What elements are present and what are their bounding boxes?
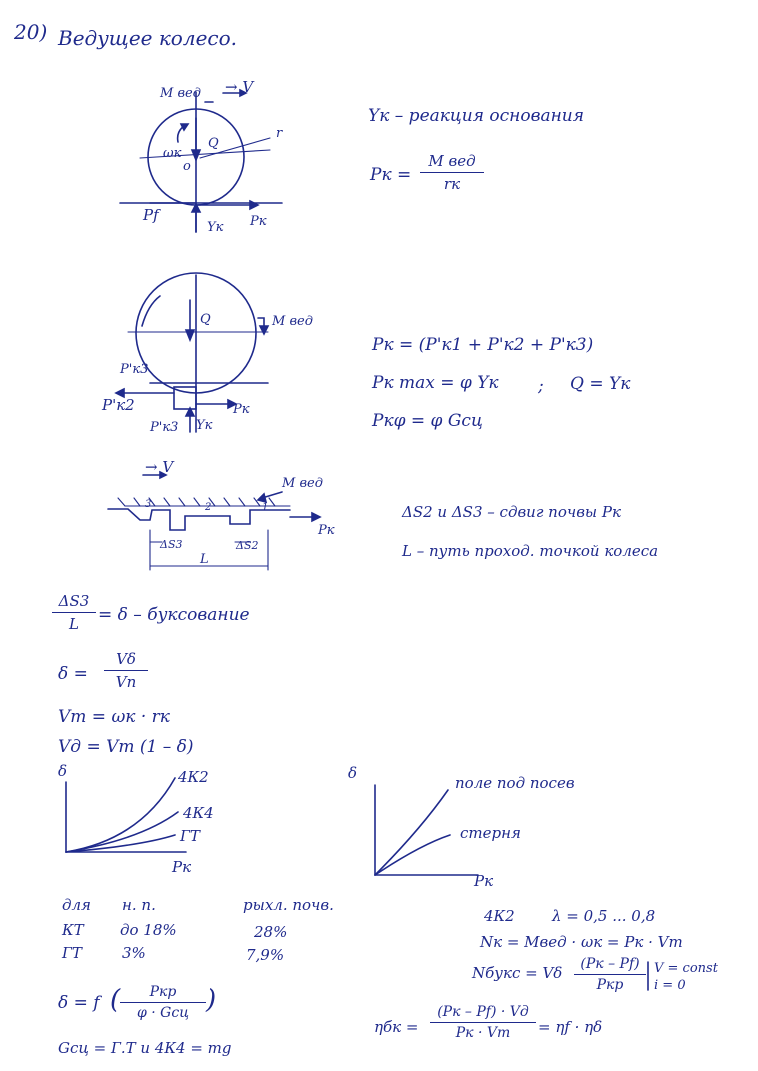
table-row1-c2: до 18%	[120, 921, 177, 939]
series-4k2-curve	[66, 778, 175, 852]
fig3-moment-label: M вед	[282, 476, 323, 491]
delta-fraction	[104, 650, 148, 691]
condition-v-const: V = const	[654, 961, 718, 976]
fig3-lug-1: 1	[262, 502, 269, 513]
delta-function-open-paren: (	[110, 985, 121, 1015]
table-col-1: для	[62, 896, 91, 914]
fig1-q-label: Q	[208, 136, 219, 151]
vd-formula: Vд = Vт (1 – δ)	[58, 737, 194, 757]
delta-function-numerator: Pкр	[120, 984, 206, 1003]
chart2-ylabel: δ	[348, 764, 358, 782]
slip-chart-1	[66, 778, 186, 852]
pk-max-formula: Pк max = φ Yк	[372, 373, 499, 393]
pk-formula-fraction	[420, 152, 484, 193]
delta-numerator: Vδ	[104, 650, 148, 671]
vt-formula: Vт = ωк · rк	[58, 707, 170, 727]
delta-function-close-paren: )	[206, 985, 217, 1015]
table-row1-c3: 28%	[254, 923, 288, 941]
chart1-xlabel: Pк	[172, 858, 192, 876]
fig1-velocity-label: → V	[225, 78, 254, 96]
delta-function-lhs: δ = f	[58, 993, 100, 1013]
efficiency-denominator: Pк · Vт	[455, 1025, 511, 1041]
nboks-fraction	[574, 956, 646, 993]
fig1-pf-label: Pf	[143, 206, 159, 224]
pk-phi-formula: Pкφ = φ Gсц	[372, 411, 483, 431]
drive-type-label: 4К2	[484, 907, 515, 925]
chart2-xlabel: Pк	[474, 872, 494, 890]
delta-function-denominator: φ · Gсц	[137, 1005, 189, 1021]
slip-denominator: L	[69, 615, 79, 633]
efficiency-fraction	[430, 1004, 536, 1041]
fig3-path-label: L	[200, 552, 209, 567]
page-title: Ведущее колесо.	[58, 26, 238, 50]
chart2-series-field: поле под посев	[455, 774, 575, 792]
soil-shift-definition: ΔS2 и ΔS3 – сдвиг почвы Pк	[402, 503, 621, 521]
chart2-series-stubble: стерня	[460, 824, 521, 842]
chart1-ylabel: δ	[58, 762, 68, 780]
delta-denominator: Vп	[115, 673, 137, 691]
fig1-pk-label: Pк	[250, 214, 267, 229]
fig2-pk-label: Pк	[233, 402, 250, 417]
reaction-definition: Yк – реакция основания	[368, 106, 585, 126]
fig1-origin-label: o	[183, 159, 191, 174]
table-col-3: рыхл. почв.	[243, 896, 334, 914]
table-row2-c1: ГТ	[62, 944, 82, 962]
table-row2-c3: 7,9%	[246, 946, 285, 964]
lambda-range: λ = 0,5 ... 0,8	[552, 907, 656, 925]
pk-formula-numerator: M вед	[420, 152, 484, 173]
efficiency-numerator: (Pк – Pf) · Vд	[430, 1004, 536, 1023]
fig1-yk-label: Yк	[207, 220, 224, 235]
fig3-ds2-label: ΔS2	[236, 539, 259, 552]
nk-formula: Nк = Mвед · ωк = Pк · Vт	[480, 933, 683, 951]
fig2-yk-label: Yк	[196, 418, 213, 433]
slip-definition: = δ – буксование	[98, 605, 250, 625]
delta-lhs: δ =	[58, 664, 88, 684]
fig2-moment-label: M вед	[272, 314, 313, 329]
chart1-series-4k4: 4К4	[183, 804, 214, 822]
fig3-velocity-label: → V	[145, 458, 174, 476]
path-definition: L – путь проход. точкой колеса	[402, 542, 659, 560]
chart1-series-gt: ГТ	[180, 827, 200, 845]
series-stubble-curve	[375, 835, 450, 875]
pk-sum-formula: Pк = (P'к1 + P'к2 + P'к3)	[372, 335, 594, 355]
delta-function-fraction	[120, 984, 206, 1021]
efficiency-lhs: ηбк =	[374, 1018, 419, 1036]
chart1-series-4k2: 4К2	[178, 768, 209, 786]
problem-number: 20)	[14, 20, 48, 44]
fig2-pk1-label: P'к3	[150, 420, 179, 435]
table-row1-c1: КТ	[62, 921, 84, 939]
nboks-denominator: Pкр	[596, 977, 624, 993]
fig3-ds3-label: ΔS3	[160, 538, 183, 551]
gsc-formula: Gсц = Г.Т и 4К4 = mg	[58, 1039, 232, 1057]
pk-formula-denominator: rк	[443, 175, 461, 193]
fig3-pk-label: Pк	[318, 523, 335, 538]
fig3-lug-2: 2	[205, 502, 212, 513]
fig3-lug-3: 3	[145, 499, 152, 510]
nboks-numerator: (Pк – Pf)	[574, 956, 646, 975]
fig2-pk3-label: P'к3	[120, 362, 149, 377]
series-field-curve	[375, 790, 448, 875]
slip-fraction	[52, 592, 96, 633]
q-equals-yk: Q = Yк	[570, 374, 631, 394]
table-col-2: н. п.	[122, 896, 156, 914]
fig2-pk2-label: P'к2	[102, 396, 135, 414]
fig1-omega-label: ωк	[163, 146, 182, 161]
condition-i-zero: i = 0	[654, 978, 686, 993]
slip-numerator: ΔS3	[52, 592, 96, 613]
efficiency-rhs: = ηf · ηδ	[538, 1018, 603, 1036]
fig1-r-label: r	[276, 126, 283, 141]
pk-formula-lhs: Pк =	[370, 165, 412, 185]
fig1-moment-label: M вед	[160, 86, 201, 101]
nboks-lhs: Nбукс = Vδ	[472, 964, 563, 982]
fig2-q-label: Q	[200, 312, 211, 327]
formula-separator: ;	[538, 376, 544, 396]
table-row2-c2: 3%	[122, 944, 146, 962]
